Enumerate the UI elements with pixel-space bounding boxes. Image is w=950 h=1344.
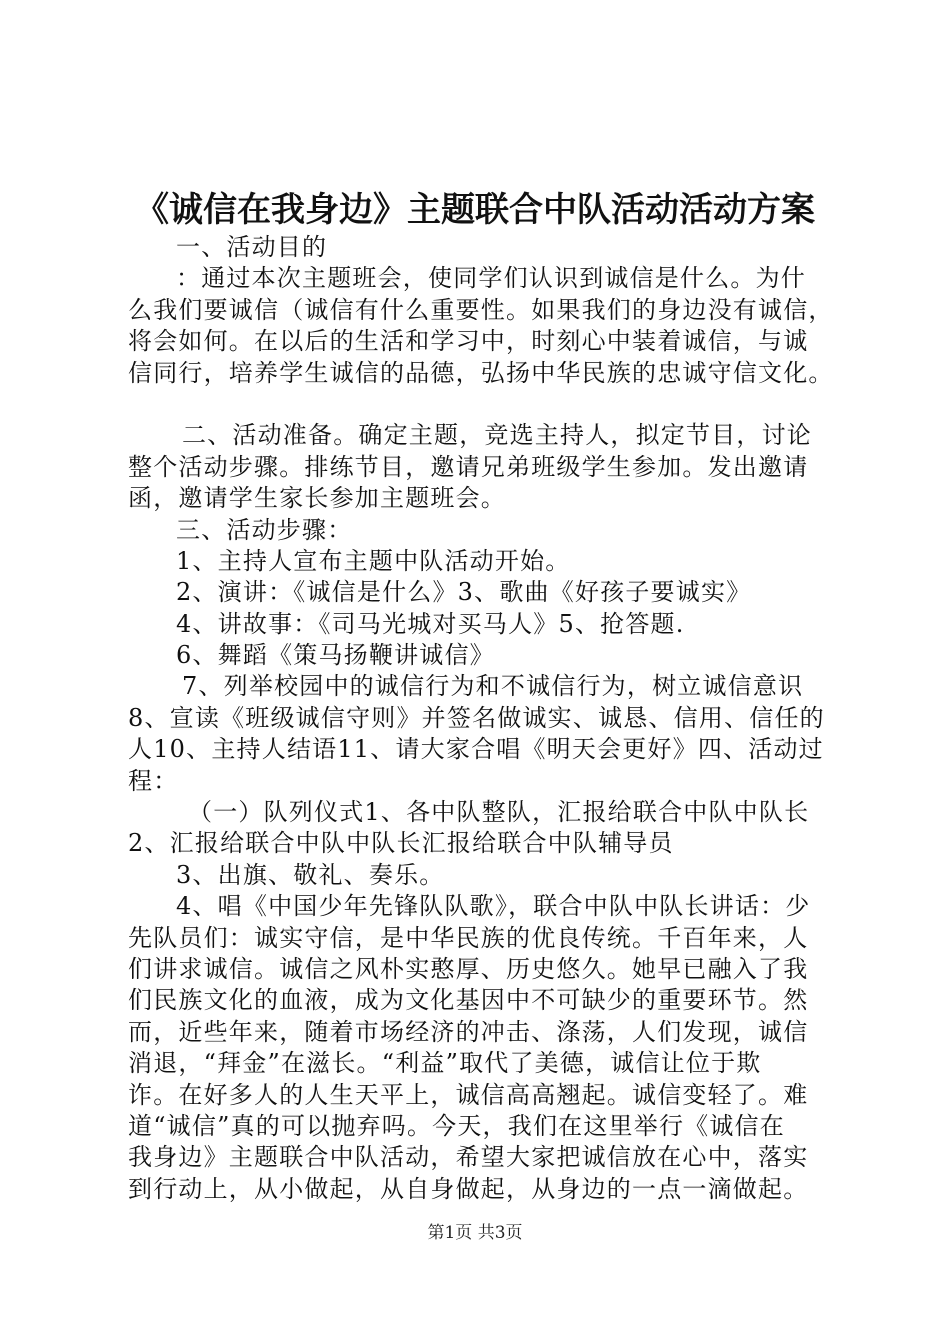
paragraph-line: 到行动上，从小做起，从自身做起，从身边的一点一滴做起。 xyxy=(128,1174,809,1203)
paragraph-line: 将会如何。在以后的生活和学习中，时刻心中装着诚信，与诚 xyxy=(128,327,809,356)
document-title: 《诚信在我身边》主题联合中队活动活动方案 xyxy=(135,190,815,230)
paragraph-line: 道“诚信”真的可以抛弃吗。今天，我们在这里举行《诚信在 xyxy=(128,1111,785,1140)
document-body xyxy=(128,232,834,1205)
paragraph-line: 我身边》主题联合中队活动，希望大家把诚信放在心中，落实 xyxy=(128,1143,809,1172)
page-footer: 第1页 共3页 xyxy=(427,1223,523,1243)
list-item: 2、演讲：《诚信是什么》3、歌曲《好孩子要诚实》 xyxy=(176,578,752,607)
paragraph-line: 8、宣读《班级诚信守则》并签名做诚实、诚恳、信用、信任的 xyxy=(128,703,825,732)
paragraph-line: 诈。在好多人的人生天平上，诚信高高翘起。诚信变轻了。难 xyxy=(128,1080,809,1109)
paragraph-line: 们讲求诚信。诚信之风朴实憨厚、历史悠久。她早已融入了我 xyxy=(128,954,809,983)
paragraph-line: 而，近些年来，随着市场经济的冲击、涤荡，人们发现，诚信 xyxy=(128,1017,809,1046)
list-item: 7、列举校园中的诚信行为和不诚信行为，树立诚信意识 xyxy=(182,672,804,701)
paragraph-line: 们民族文化的血液，成为文化基因中不可缺少的重要环节。然 xyxy=(128,986,809,1015)
paragraph-line: 信同行，培养学生诚信的品德，弘扬中华民族的忠诚守信文化。 xyxy=(128,358,834,387)
list-item: 6、舞蹈《策马扬鞭讲诚信》 xyxy=(176,641,495,670)
paragraph-line: 函，邀请学生家长参加主题班会。 xyxy=(128,484,506,513)
list-item: 3、出旗、敬礼、奏乐。 xyxy=(176,860,445,889)
list-item: 4、唱《中国少年先锋队队歌》，联合中队中队长讲话：少 xyxy=(176,892,811,921)
paragraph-line: 整个活动步骤。排练节目，邀请兄弟班级学生参加。发出邀请 xyxy=(128,452,809,481)
paragraph-line: 先队员们：诚实守信，是中华民族的优良传统。千百年来，人 xyxy=(128,923,809,952)
paragraph-line: 么我们要诚信（诚信有什么重要性。如果我们的身边没有诚信， xyxy=(128,295,834,324)
list-item: （一）队列仪式1、各中队整队，汇报给联合中队中队长 xyxy=(188,798,810,827)
paragraph-line: 程： xyxy=(128,766,179,795)
paragraph-line: 2、汇报给联合中队中队长汇报给联合中队辅导员 xyxy=(128,829,674,858)
list-item: 1、主持人宣布主题中队活动开始。 xyxy=(176,546,571,575)
paragraph-line: 人10、主持人结语11、请大家合唱《明天会更好》四、活动过 xyxy=(128,735,824,764)
blank-line xyxy=(128,389,828,420)
section-heading: 三、活动步骤： xyxy=(176,515,353,544)
paragraph-line: 消退，“拜金”在滋长。“利益”取代了美德，诚信让位于欺 xyxy=(128,1049,762,1078)
section-heading: 一、活动目的 xyxy=(176,233,328,261)
list-item: 4、讲故事：《司马光城对买马人》5、抢答题. xyxy=(176,609,685,638)
paragraph-line: ：通过本次主题班会，使同学们认识到诚信是什么。为什 xyxy=(176,264,806,293)
paragraph-line: 二、活动准备。确定主题，竞选主持人，拟定节目，讨论 xyxy=(182,421,812,450)
